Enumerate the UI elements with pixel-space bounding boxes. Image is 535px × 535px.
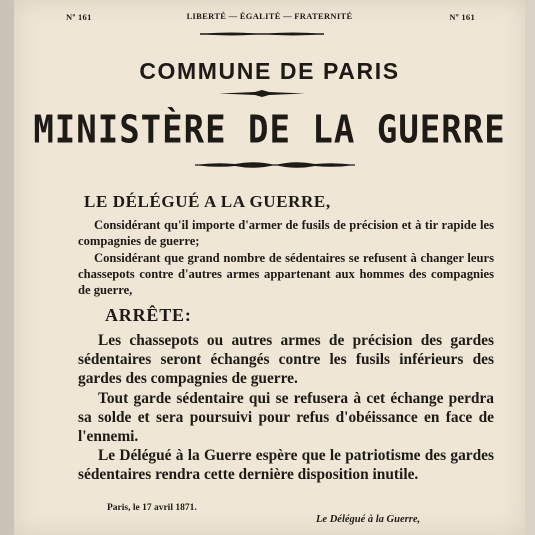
lower-ornament-rule [195, 159, 355, 171]
header-line [14, 9, 525, 23]
page-edge [525, 0, 535, 535]
article-paragraph-3: Le Délégué à la Guerre espère que le patriotisme des gardes sédentaires rendra cette dernière disposition inutile. [78, 447, 494, 483]
signature-line: Le Délégué à la Guerre, [316, 514, 421, 525]
article-paragraph-2: Tout garde sédentaire qui se refusera à cet échange perdra sa solde et sera poursuivi pour refus d'obéissance en face de l'ennemi. [78, 390, 494, 445]
republican-motto: LIBERTÉ — ÉGALITÉ — FRATERNITÉ [186, 11, 353, 21]
article-paragraph-1: Les chassepots ou autres armes de précision des gardes sédentaires seront échangés contre les fusils inférieurs des gardes des compagnies de guerre. [78, 332, 494, 387]
considerant-paragraph-1: Considérant qu'il importe d'armer de fusils de précision et à tir rapide les compagnies de guerre; [78, 218, 494, 248]
arrete-heading: ARRÊTE: [105, 305, 192, 325]
poster-number-left: Nº 161 [66, 12, 92, 22]
commune-title: COMMUNE DE PARIS [139, 58, 400, 84]
considerant-paragraph-2: Considérant que grand nombre de sédentaires se refusent à changer leurs chassepots contre d'autres armes appartenant aux hommes des compagnies de guerre, [78, 251, 494, 297]
top-ornament-rule [200, 29, 324, 39]
poster-number-right: Nº 161 [449, 12, 475, 22]
proclamation-poster [14, 0, 525, 535]
dateline: Paris, le 17 avril 1871. [107, 503, 197, 513]
middle-ornament-rule [219, 89, 305, 98]
delegue-heading: LE DÉLÉGUÉ A LA GUERRE, [84, 192, 331, 211]
ministere-title: MINISTÈRE DE LA GUERRE [33, 108, 506, 153]
